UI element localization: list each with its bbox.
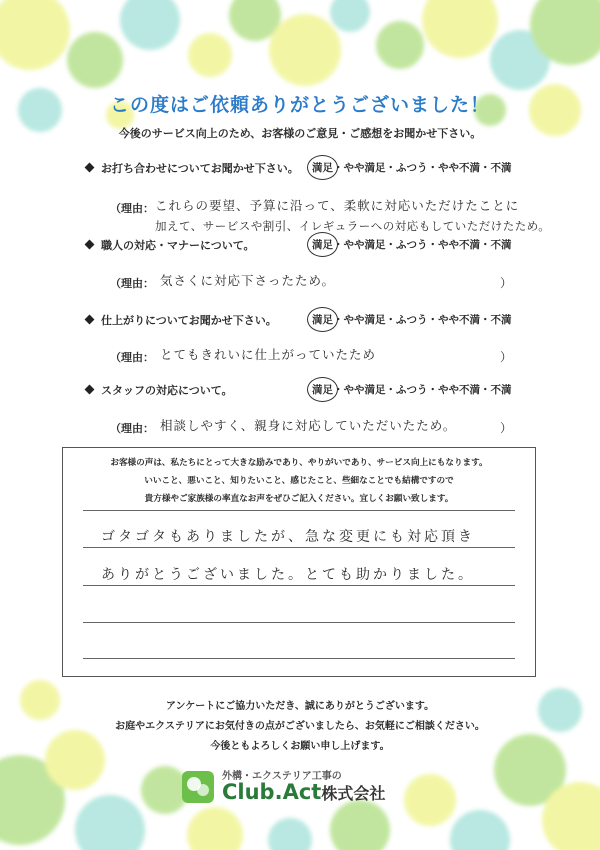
reason-label: （理由： bbox=[110, 277, 154, 290]
rating-option-selected[interactable]: 満足 bbox=[312, 162, 333, 174]
writing-line bbox=[83, 547, 515, 548]
rating-option[interactable]: ふつう bbox=[396, 162, 428, 174]
writing-line bbox=[83, 510, 515, 511]
page-subtitle: 今後のサービス向上のため、お客様のご意見・ご感想をお聞かせ下さい。 bbox=[118, 127, 482, 140]
footer-line: お庭やエクステリアにお気付きの点がございましたら、お気軽にご相談ください。 bbox=[115, 721, 485, 732]
handwritten-comment-line: ゴタゴタもありましたが、急な変更にも対応頂き bbox=[101, 529, 475, 545]
handwritten-answer-line: 気さくに対応下さったため。 bbox=[160, 273, 336, 288]
rating-option[interactable]: やや満足 bbox=[343, 239, 386, 251]
rating-option-selected[interactable]: 満足 bbox=[312, 314, 333, 326]
rating-option[interactable]: ふつう bbox=[396, 384, 428, 396]
paren-close: ） bbox=[500, 276, 513, 290]
question-label: お打ち合わせについてお聞かせ下さい。 bbox=[101, 162, 299, 175]
handwritten-answer-line: 加えて、サービスや割引、イレギュラーへの対応もしていただけたため。 bbox=[155, 219, 551, 233]
rating-option[interactable]: やや不満 bbox=[438, 162, 480, 174]
rating-option[interactable]: やや不満 bbox=[438, 384, 480, 396]
diamond-bullet-icon bbox=[85, 240, 95, 250]
question-1 bbox=[86, 160, 299, 176]
diamond-bullet-icon bbox=[85, 385, 95, 395]
rating-option-selected[interactable]: 満足 bbox=[312, 239, 333, 251]
question-label: スタッフの対応について。 bbox=[101, 384, 233, 397]
company-name: Club.Act株式会社 bbox=[222, 780, 386, 804]
voice-intro-line: いいこと、悪いこと、知りたいこと、感じたこと、些細なことでも結構ですので bbox=[144, 476, 454, 486]
question-2 bbox=[86, 237, 255, 253]
question-label: 仕上がりについてお聞かせ下さい。 bbox=[101, 314, 277, 327]
handwritten-comment-line: ありがとうございました。とても助かりました。 bbox=[101, 567, 475, 583]
question-3 bbox=[86, 312, 277, 328]
reason-label: （理由： bbox=[110, 351, 154, 364]
rating-option[interactable]: やや不満 bbox=[438, 239, 480, 251]
footer-line: アンケートにご協力いただき、誠にありがとうございます。 bbox=[165, 701, 435, 712]
rating-option-selected[interactable]: 満足 bbox=[312, 384, 333, 396]
writing-line bbox=[83, 585, 515, 586]
rating-option[interactable]: ふつう bbox=[396, 314, 428, 326]
voice-intro-line: 貴方様やご家族様の率直なお声をぜひご記入ください。宜しくお願い致します。 bbox=[144, 494, 454, 504]
handwritten-answer-line: とてもきれいに仕上がっていたため bbox=[160, 347, 377, 362]
rating-scale-1: 満足・やや満足・ふつう・やや不満・不満 bbox=[312, 162, 512, 174]
rating-option[interactable]: 不満 bbox=[490, 384, 512, 396]
reason-label: （理由： bbox=[110, 422, 154, 435]
rating-option[interactable]: やや満足 bbox=[343, 162, 386, 174]
footer-line: 今後ともよろしくお願い申し上げます。 bbox=[210, 741, 390, 752]
question-4 bbox=[86, 382, 233, 398]
company-logo bbox=[182, 767, 422, 807]
paren-close: ） bbox=[500, 421, 513, 435]
rating-option[interactable]: やや満足 bbox=[343, 314, 386, 326]
reason-label: （理由： bbox=[110, 202, 154, 215]
handwritten-answer-line: これらの要望、予算に沿って、柔軟に対応いただけたことに bbox=[155, 198, 520, 213]
writing-line bbox=[83, 622, 515, 623]
customer-voice-box bbox=[62, 447, 536, 677]
rating-scale-2: 満足・やや満足・ふつう・やや不満・不満 bbox=[312, 239, 512, 251]
rating-option[interactable]: 不満 bbox=[490, 162, 512, 174]
rating-option[interactable]: ふつう bbox=[396, 239, 428, 251]
diamond-bullet-icon bbox=[85, 315, 95, 325]
question-label: 職人の対応・マナーについて。 bbox=[101, 239, 255, 252]
company-tagline: 外構・エクステリア工事の bbox=[222, 771, 342, 782]
rating-option[interactable]: 不満 bbox=[490, 314, 512, 326]
rating-option[interactable]: 不満 bbox=[490, 239, 512, 251]
writing-line bbox=[83, 658, 515, 659]
paren-close: ） bbox=[500, 350, 513, 364]
handwritten-answer-line: 相談しやすく、親身に対応していただいたため。 bbox=[160, 418, 457, 433]
rating-option[interactable]: やや満足 bbox=[343, 384, 386, 396]
page-title: この度はご依頼ありがとうございました！ bbox=[109, 94, 490, 116]
rating-scale-3: 満足・やや満足・ふつう・やや不満・不満 bbox=[312, 314, 512, 326]
diamond-bullet-icon bbox=[85, 163, 95, 173]
rating-option[interactable]: やや不満 bbox=[438, 314, 480, 326]
rating-scale-4: 満足・やや満足・ふつう・やや不満・不満 bbox=[312, 384, 512, 396]
leaf-logo-icon bbox=[182, 771, 214, 803]
voice-intro-line: お客様の声は、私たちにとって大きな励みであり、やりがいであり、サービス向上にもなります。 bbox=[110, 458, 488, 468]
